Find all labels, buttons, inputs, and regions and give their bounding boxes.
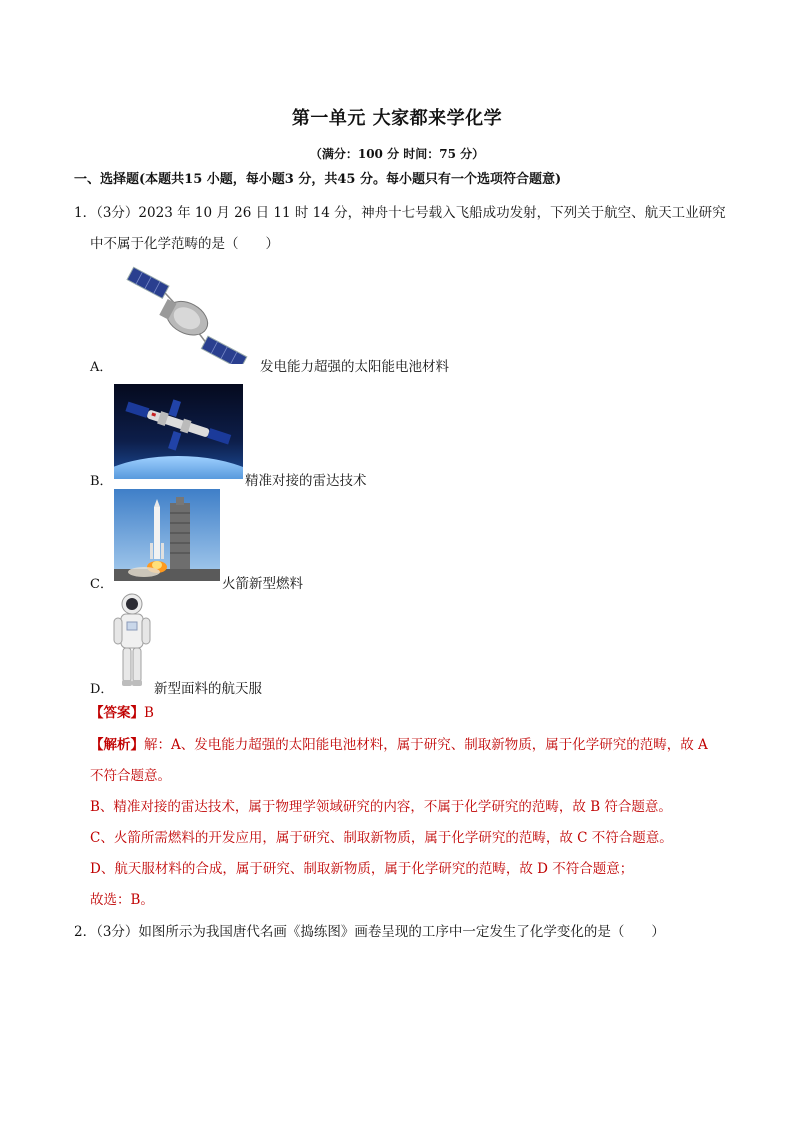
option-b-text: 精准对接的雷达技术 [245, 473, 367, 489]
spacecraft-solar-panels-icon [112, 266, 262, 364]
section-heading: 一、选择题(本题共15 小题，每小题3 分，共45 分。每小题只有一个选项符合题意) [74, 172, 562, 187]
spacecraft-solar-panels-image [112, 266, 262, 364]
analysis-line1 [90, 733, 708, 753]
option-c-letter: C． [90, 577, 113, 592]
option-a-text: 发电能力超强的太阳能电池材料 [260, 359, 449, 375]
analysis-conclusion: 故选：B。 [90, 892, 154, 908]
exam-meta: （满分：100 分 时间：75 分） [309, 147, 485, 161]
option-a-letter: A． [90, 360, 113, 375]
analysis-c: C、火箭所需燃料的开发应用，属于研究、制取新物质，属于化学研究的范畴，故 C 不符合题意。 [90, 830, 673, 846]
page-title: 第一单元 大家都来学化学 [291, 108, 503, 129]
astronaut-spacesuit-image [112, 592, 152, 688]
analysis-d: D、航天服材料的合成，属于研究、制取新物质，属于化学研究的范畴，故 D 不符合题意； [90, 861, 634, 877]
analysis-a-text: 解：A、发电能力超强的太阳能电池材料，属于研究、制取新物质，属于化学研究的范畴，故 A [144, 737, 708, 753]
analysis-line2: 不符合题意。 [90, 768, 171, 784]
option-c-text: 火箭新型燃料 [222, 576, 303, 592]
q2-stem-line1: 2．（3分）如图所示为我国唐代名画《捣练图》画卷呈现的工序中一定发生了化学变化的是（ ） [74, 924, 665, 940]
rocket-launch-icon [114, 489, 220, 581]
analysis-b: B、精准对接的雷达技术，属于物理学领域研究的内容，不属于化学研究的范畴，故 B 符合题意。 [90, 799, 672, 815]
answer-tag: 【答案】 [90, 705, 144, 721]
astronaut-spacesuit-icon [112, 592, 152, 688]
space-station-docking-icon [114, 384, 243, 479]
answer-value: B [144, 705, 154, 721]
option-d-text: 新型面料的航天服 [154, 681, 262, 697]
option-b-letter: B． [90, 474, 113, 489]
q1-stem-line2: 中不属于化学范畴的是（ ） [90, 236, 279, 252]
rocket-launch-image [114, 489, 220, 581]
answer-line [90, 701, 154, 721]
analysis-tag: 【解析】 [90, 737, 144, 753]
option-d-letter: D． [90, 682, 114, 697]
q1-stem-line1: 1．（3分）2023 年 10 月 26 日 11 时 14 分，神舟十七号载入飞船成功发射，下列关于航空、航天工业研究 [74, 205, 726, 221]
space-station-docking-image [114, 384, 243, 479]
